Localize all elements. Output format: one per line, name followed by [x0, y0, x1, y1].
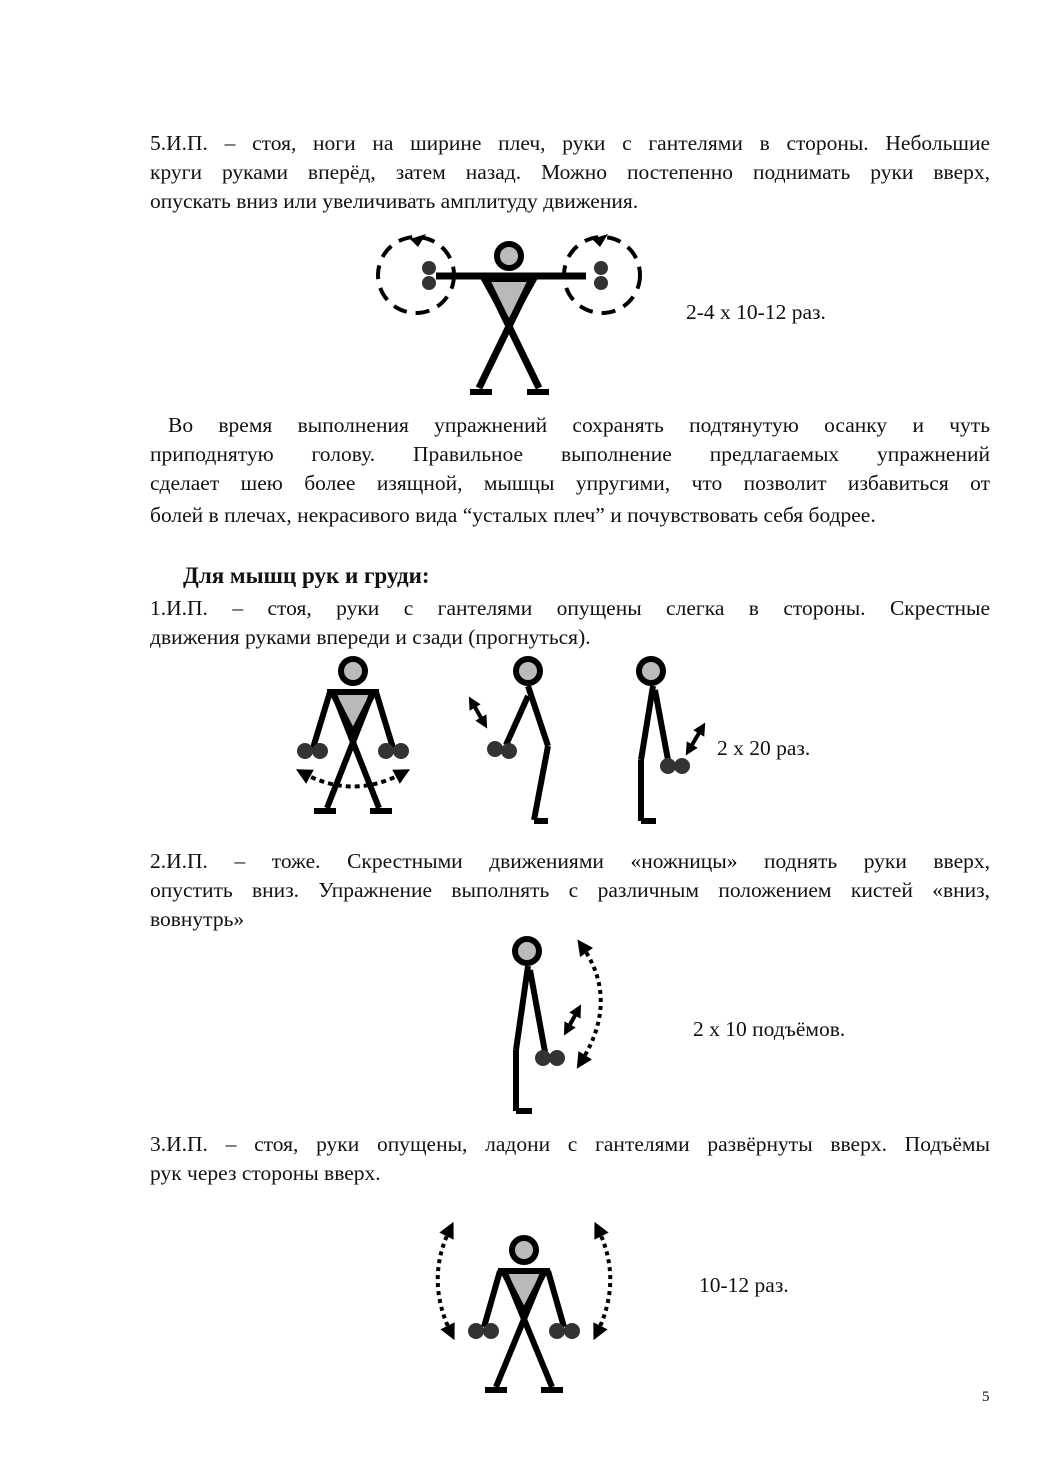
exercise-2-count: 2 х 10 подъёмов.	[693, 1017, 846, 1041]
figure-head-icon	[639, 659, 663, 683]
arc-arrow-icon	[597, 1229, 610, 1333]
dumbbell-icon	[378, 743, 394, 759]
figure-head-icon	[512, 1238, 536, 1262]
figure-side-stand	[639, 659, 702, 821]
exercise-2-line-1: 2.И.П. – тоже. Скрестными движениями «ножницы» поднять руки вверх,	[150, 849, 990, 873]
figure-head-icon	[515, 939, 539, 963]
exercise-5-line-3: опускать вниз или увеличивать амплитуду движения.	[150, 189, 639, 213]
arc-arrow-icon	[581, 946, 601, 1062]
dumbbell-icon	[297, 743, 313, 759]
dumbbell-icon	[660, 758, 676, 774]
exercise-1-line-1: 1.И.П. – стоя, руки с гантелями опущены слегка в стороны. Скрестные	[150, 596, 990, 620]
exercise-3-line-2: рук через стороны вверх.	[150, 1161, 381, 1185]
dumbbell-icon	[422, 261, 436, 275]
exercise-5-line-1: 5.И.П. – стоя, ноги на ширине плеч, руки с гантелями в стороны. Небольшие	[150, 131, 990, 155]
dumbbell-icon	[594, 261, 608, 275]
double-arrow-icon	[472, 702, 484, 723]
exercise-2-line-2: опустить вниз. Упражнение выполнять с различным положением кистей «вниз,	[150, 878, 990, 902]
figure-head-icon	[341, 659, 365, 683]
double-arrow-icon	[689, 728, 702, 750]
dumbbell-icon	[549, 1323, 565, 1339]
arc-arrow-icon	[303, 773, 403, 787]
figure-front-cross	[297, 659, 409, 811]
figure-front-raise	[438, 1229, 611, 1390]
exercise-3-line-1: 3.И.П. – стоя, руки опущены, ладони с гантелями развёрнуты вверх. Подъёмы	[150, 1132, 990, 1156]
dumbbell-icon	[487, 741, 503, 757]
exercise-2-line-3: вовнутрь»	[150, 907, 245, 931]
dumbbell-icon	[535, 1050, 551, 1066]
section-heading: Для мышц рук и груди:	[183, 563, 430, 588]
exercise-5-line-2: круги руками вперёд, затем назад. Можно постепенно поднимать руки вверх,	[150, 160, 990, 184]
exercise-3-count: 10-12 раз.	[699, 1273, 789, 1297]
page-number: 5	[982, 1389, 990, 1405]
arc-arrow-icon	[438, 1229, 451, 1333]
dumbbell-icon	[468, 1323, 484, 1339]
posture-note-line-3: сделает шею более изящной, мышцы упругими, что позволит избавиться от	[150, 471, 990, 495]
figure-side-lean	[472, 659, 548, 821]
figure-arm-circles	[378, 234, 640, 392]
figure-head-icon	[516, 659, 540, 683]
exercise-5-count: 2-4 х 10-12 раз.	[686, 300, 826, 324]
exercise-1-line-2: движения руками впереди и сзади (прогнуться).	[150, 625, 591, 649]
posture-note-line-2: приподнятую голову. Правильное выполнение предлагаемых упражнений	[150, 442, 990, 466]
posture-note-line-1: Во время выполнения упражнений сохранять подтянутую осанку и чуть	[168, 413, 990, 437]
figure-head-icon	[497, 244, 521, 268]
posture-note-line-4: болей в плечах, некрасивого вида “усталых плеч” и почувствовать себя бодрее.	[150, 503, 876, 527]
double-arrow-icon	[567, 1010, 578, 1030]
figure-side-scissors	[515, 939, 601, 1111]
exercise-1-count: 2 х 20 раз.	[717, 736, 811, 760]
